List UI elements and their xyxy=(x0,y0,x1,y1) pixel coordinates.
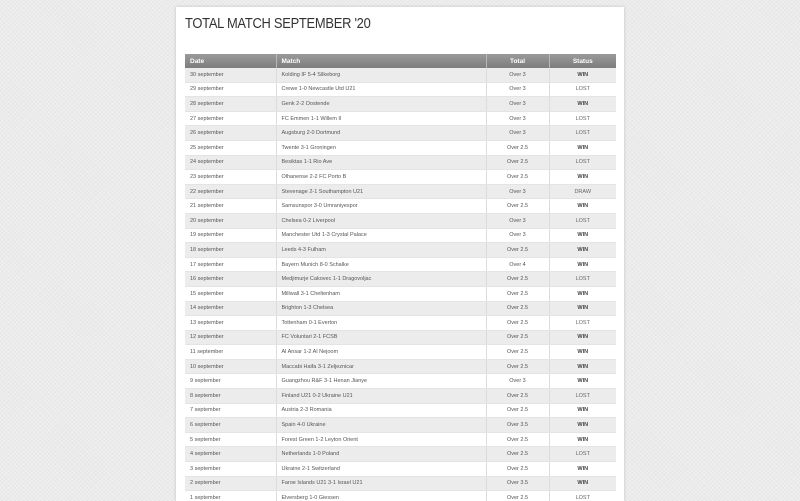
cell-match: Forest Green 1-2 Leyton Orient xyxy=(276,432,486,447)
table-row xyxy=(185,199,616,214)
column-header-match: Match xyxy=(276,54,486,68)
table-row xyxy=(185,462,616,477)
cell-match: Manchester Utd 1-3 Crystal Palace xyxy=(276,228,486,243)
table-row xyxy=(185,97,616,112)
cell-match: Millwall 3-1 Cheltenham xyxy=(276,286,486,301)
content-card xyxy=(176,7,624,501)
column-header-status: Status xyxy=(549,54,616,68)
table-row xyxy=(185,126,616,141)
cell-status: WIN xyxy=(549,257,616,272)
cell-status: WIN xyxy=(549,243,616,258)
cell-match: Olhanense 2-2 FC Porto B xyxy=(276,170,486,185)
table-row xyxy=(185,432,616,447)
cell-status: WIN xyxy=(549,432,616,447)
cell-status: WIN xyxy=(549,68,616,82)
cell-match: Faroe Islands U21 3-1 Israel U21 xyxy=(276,476,486,491)
cell-date: 29 september xyxy=(185,82,276,97)
cell-match: Medjimurje Cakovec 1-1 Dragovoljac xyxy=(276,272,486,287)
cell-total: Over 3 xyxy=(486,213,549,228)
cell-total: Over 3.5 xyxy=(486,418,549,433)
table-row xyxy=(185,272,616,287)
cell-status: LOST xyxy=(549,126,616,141)
cell-match: Bayern Munich 8-0 Schalke xyxy=(276,257,486,272)
table-row xyxy=(185,491,616,501)
cell-date: 17 september xyxy=(185,257,276,272)
table-row xyxy=(185,155,616,170)
cell-status: DRAW xyxy=(549,184,616,199)
cell-date: 30 september xyxy=(185,68,276,82)
cell-date: 26 september xyxy=(185,126,276,141)
cell-match: Netherlands 1-0 Poland xyxy=(276,447,486,462)
cell-status: LOST xyxy=(549,316,616,331)
cell-status: WIN xyxy=(549,418,616,433)
cell-match: Maccabi Haifa 3-1 Zeljeznicar xyxy=(276,359,486,374)
cell-total: Over 2.5 xyxy=(486,389,549,404)
cell-status: WIN xyxy=(549,170,616,185)
cell-total: Over 3 xyxy=(486,228,549,243)
cell-total: Over 3 xyxy=(486,111,549,126)
table-row xyxy=(185,389,616,404)
cell-match: Crewe 1-0 Newcastle Utd U21 xyxy=(276,82,486,97)
table-row xyxy=(185,345,616,360)
cell-date: 3 september xyxy=(185,462,276,477)
cell-status: LOST xyxy=(549,213,616,228)
cell-status: LOST xyxy=(549,272,616,287)
cell-date: 4 september xyxy=(185,447,276,462)
cell-match: FC Voluntari 2-1 FCSB xyxy=(276,330,486,345)
cell-total: Over 3 xyxy=(486,184,549,199)
cell-total: Over 4 xyxy=(486,257,549,272)
cell-status: LOST xyxy=(549,389,616,404)
cell-match: Al Ansar 1-2 Al Nejoom xyxy=(276,345,486,360)
table-row xyxy=(185,316,616,331)
cell-status: WIN xyxy=(549,330,616,345)
cell-match: Twente 3-1 Groningen xyxy=(276,140,486,155)
cell-match: Augsburg 2-0 Dortmund xyxy=(276,126,486,141)
cell-total: Over 2.5 xyxy=(486,301,549,316)
cell-total: Over 3 xyxy=(486,374,549,389)
cell-total: Over 2.5 xyxy=(486,243,549,258)
cell-total: Over 3 xyxy=(486,97,549,112)
cell-status: LOST xyxy=(549,82,616,97)
cell-match: Elversberg 1-0 Giessen xyxy=(276,491,486,501)
table-row xyxy=(185,418,616,433)
cell-total: Over 2.5 xyxy=(486,491,549,501)
cell-total: Over 2.5 xyxy=(486,199,549,214)
cell-total: Over 2.5 xyxy=(486,432,549,447)
cell-total: Over 2.5 xyxy=(486,403,549,418)
cell-match: Leeds 4-3 Fulham xyxy=(276,243,486,258)
table-row xyxy=(185,68,616,82)
cell-date: 19 september xyxy=(185,228,276,243)
table-row xyxy=(185,301,616,316)
cell-date: 6 september xyxy=(185,418,276,433)
cell-match: Besiktas 1-1 Rio Ave xyxy=(276,155,486,170)
cell-match: Tottenham 0-1 Everton xyxy=(276,316,486,331)
table-row xyxy=(185,374,616,389)
cell-total: Over 2.5 xyxy=(486,330,549,345)
cell-status: WIN xyxy=(549,140,616,155)
cell-date: 1 september xyxy=(185,491,276,501)
cell-status: WIN xyxy=(549,403,616,418)
cell-match: FC Emmen 1-1 Willem II xyxy=(276,111,486,126)
cell-date: 20 september xyxy=(185,213,276,228)
cell-date: 9 september xyxy=(185,374,276,389)
cell-match: Samsunspor 3-0 Umraniyespor xyxy=(276,199,486,214)
cell-date: 25 september xyxy=(185,140,276,155)
cell-match: Austria 2-3 Romania xyxy=(276,403,486,418)
cell-total: Over 2.5 xyxy=(486,155,549,170)
cell-match: Kolding IF 5-4 Silkeborg xyxy=(276,68,486,82)
cell-total: Over 2.5 xyxy=(486,272,549,287)
table-row xyxy=(185,228,616,243)
column-header-total: Total xyxy=(486,54,549,68)
cell-match: Brighton 1-3 Chelsea xyxy=(276,301,486,316)
cell-status: WIN xyxy=(549,345,616,360)
page-title: TOTAL MATCH SEPTEMBER '20 xyxy=(185,15,371,32)
cell-date: 27 september xyxy=(185,111,276,126)
cell-date: 10 september xyxy=(185,359,276,374)
table-header xyxy=(185,54,616,68)
cell-total: Over 2.5 xyxy=(486,316,549,331)
cell-total: Over 3 xyxy=(486,126,549,141)
cell-date: 11 september xyxy=(185,345,276,360)
cell-status: WIN xyxy=(549,228,616,243)
table-header-row xyxy=(185,54,616,68)
cell-status: WIN xyxy=(549,199,616,214)
table-row xyxy=(185,82,616,97)
cell-date: 24 september xyxy=(185,155,276,170)
cell-status: WIN xyxy=(549,476,616,491)
cell-status: LOST xyxy=(549,491,616,501)
table-row xyxy=(185,476,616,491)
table-row xyxy=(185,403,616,418)
table-row xyxy=(185,257,616,272)
table-body xyxy=(185,68,616,501)
cell-date: 18 september xyxy=(185,243,276,258)
table-row xyxy=(185,140,616,155)
cell-status: LOST xyxy=(549,155,616,170)
cell-total: Over 3 xyxy=(486,82,549,97)
cell-status: WIN xyxy=(549,374,616,389)
cell-total: Over 2.5 xyxy=(486,140,549,155)
cell-date: 28 september xyxy=(185,97,276,112)
cell-date: 2 september xyxy=(185,476,276,491)
cell-date: 23 september xyxy=(185,170,276,185)
table-row xyxy=(185,213,616,228)
cell-total: Over 2.5 xyxy=(486,345,549,360)
cell-total: Over 2.5 xyxy=(486,286,549,301)
table-row xyxy=(185,359,616,374)
cell-status: LOST xyxy=(549,111,616,126)
table-row xyxy=(185,286,616,301)
cell-match: Stevenage 2-1 Southampton U21 xyxy=(276,184,486,199)
cell-date: 16 september xyxy=(185,272,276,287)
cell-total: Over 2.5 xyxy=(486,170,549,185)
cell-date: 22 september xyxy=(185,184,276,199)
cell-total: Over 2.5 xyxy=(486,447,549,462)
results-table xyxy=(185,54,616,501)
cell-total: Over 2.5 xyxy=(486,359,549,374)
cell-match: Guangzhou R&F 3-1 Henan Jianye xyxy=(276,374,486,389)
cell-match: Spain 4-0 Ukraine xyxy=(276,418,486,433)
cell-match: Genk 2-2 Oostende xyxy=(276,97,486,112)
cell-date: 21 september xyxy=(185,199,276,214)
cell-status: WIN xyxy=(549,97,616,112)
table-row xyxy=(185,243,616,258)
table-row xyxy=(185,184,616,199)
column-header-date: Date xyxy=(185,54,276,68)
cell-total: Over 3 xyxy=(486,68,549,82)
cell-status: WIN xyxy=(549,359,616,374)
cell-status: WIN xyxy=(549,462,616,477)
cell-status: WIN xyxy=(549,286,616,301)
cell-total: Over 2.5 xyxy=(486,462,549,477)
table-row xyxy=(185,330,616,345)
cell-date: 13 september xyxy=(185,316,276,331)
cell-date: 12 september xyxy=(185,330,276,345)
cell-date: 5 september xyxy=(185,432,276,447)
cell-match: Ukraine 2-1 Switzerland xyxy=(276,462,486,477)
cell-status: WIN xyxy=(549,301,616,316)
cell-date: 7 september xyxy=(185,403,276,418)
table-row xyxy=(185,111,616,126)
cell-date: 14 september xyxy=(185,301,276,316)
results-table-wrapper xyxy=(185,54,616,501)
cell-total: Over 3.5 xyxy=(486,476,549,491)
table-row xyxy=(185,170,616,185)
cell-date: 8 september xyxy=(185,389,276,404)
cell-match: Chelsea 0-2 Liverpool xyxy=(276,213,486,228)
table-row xyxy=(185,447,616,462)
cell-status: LOST xyxy=(549,447,616,462)
cell-date: 15 september xyxy=(185,286,276,301)
cell-match: Finland U21 0-2 Ukraine U21 xyxy=(276,389,486,404)
